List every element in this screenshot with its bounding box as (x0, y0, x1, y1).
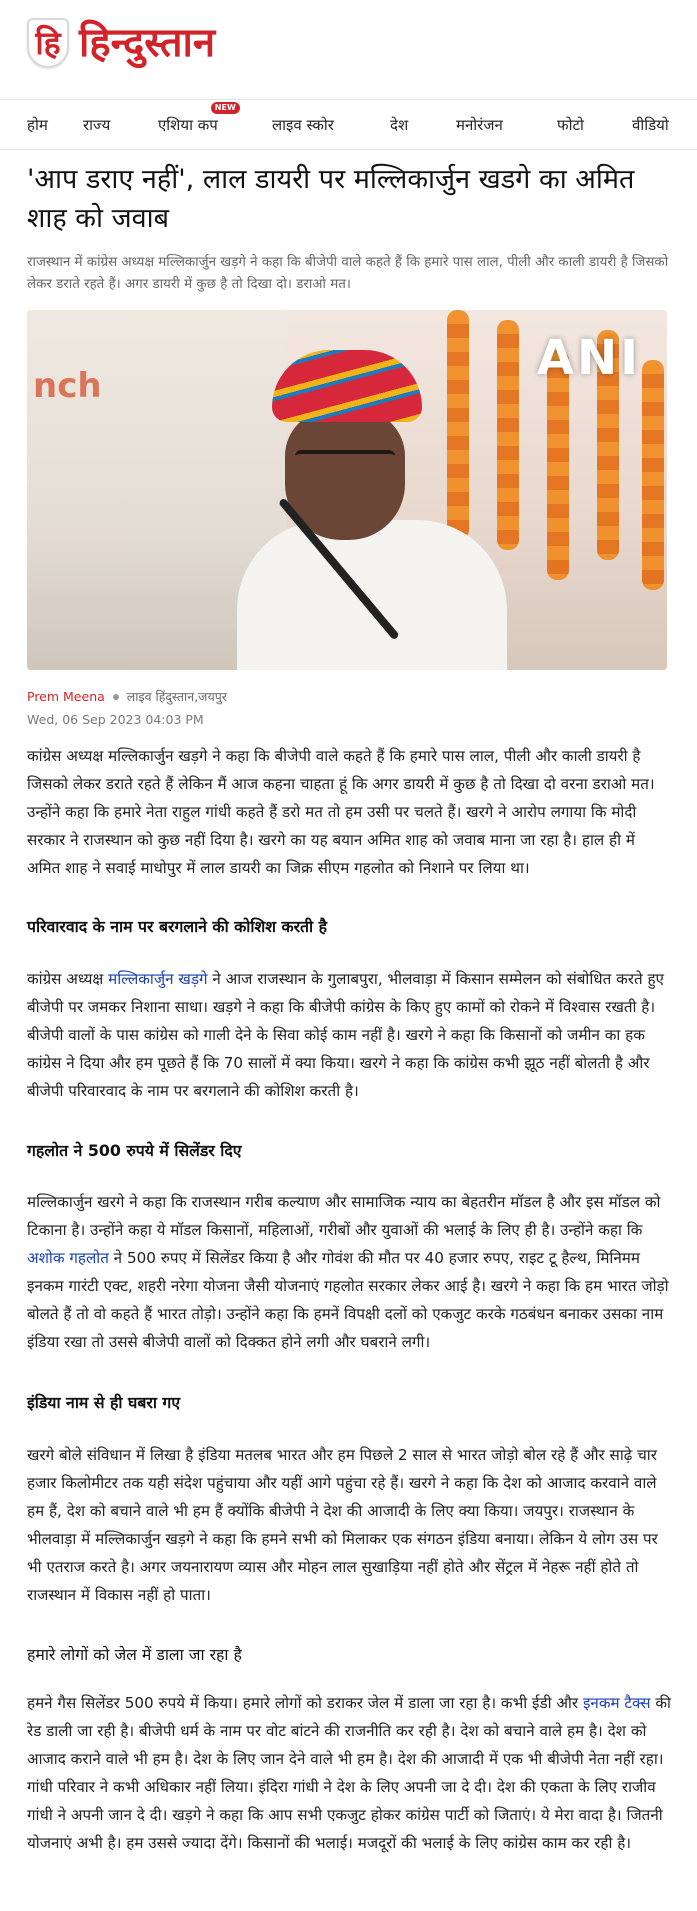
main-nav (0, 100, 697, 150)
logo-emblem-icon (27, 18, 69, 68)
nav-item-states[interactable]: राज्य (83, 116, 111, 134)
ani-watermark: ANI (536, 330, 641, 386)
garland-decoration (642, 360, 664, 590)
article-date: Wed, 06 Sep 2023 04:03 PM (27, 712, 204, 727)
article-paragraph (27, 1188, 672, 1356)
nav-item-home[interactable]: होम (27, 116, 48, 134)
paragraph-text: ने आज राजस्थान के गुलाबपुरा, भीलवाड़ा में किसान सम्मेलन को संबोधित करते हुए बीजेपी पर जमकर निशाना साधा। खड़गे ने कहा कि बीजेपी कांग्रेस के किए हुए कामों को रोकने में विश्वास रखती है। बीजेपी वालों के पास कांग्रेस को गाली देने के सिवा कोई काम नहीं है। खरगे ने कहा कि किसानों को जमीन का हक कांग्रेस ने दिया और हम पूछते हैं कि 70 सालों में क्या किया। खरगे ने कहा कि कांग्रेस कभी झूठ नहीं बोलती है और बीजेपी परिवारवाद के नाम पर बरगलाने की कोशिश करती है। (27, 970, 664, 1100)
hero-stage-banner-text: nch (33, 366, 102, 406)
article-subheading: परिवारवाद के नाम पर बरगलाने की कोशिश करती है (27, 917, 328, 936)
ashok-gehlot-link[interactable]: अशोक गहलोत (27, 1249, 109, 1267)
nav-item-live-score[interactable]: लाइव स्कोर (272, 116, 334, 134)
speaker-turban (272, 350, 422, 422)
article-byline (27, 688, 227, 705)
logo-glyph: हि (35, 24, 61, 62)
nav-item-asia-cup-label: एशिया कप (158, 116, 218, 134)
site-header (0, 0, 697, 100)
nav-item-country[interactable]: देश (390, 116, 409, 134)
article-source: लाइव हिंदुस्तान,जयपुर (126, 689, 227, 704)
article-subheading: इंडिया नाम से ही घबरा गए (27, 1393, 181, 1412)
site-logo[interactable] (27, 18, 215, 68)
article-paragraph (27, 965, 672, 1105)
paragraph-text: ने 500 रुपए में सिलेंडर किया है और गोवंश की मौत पर 40 हजार रुपए, राइट टू हैल्थ, मिनिमम इनकम गारंटी एक्ट, शहरी नरेगा योजना जैसी योजनाएं गहलोत सरकार लेकर आई है। खरगे ने कहा कि हम भारत जोड़ो बोलते हैं तो वो कहते हैं भारत तोड़ो। उन्होंने कहा कि हमनें विपक्षी दलों को एकजुट करके गठबंधन बनाकर उसका नाम इंडिया रखा तो उससे बीजेपी वालों को दिक्कत होने लगी और घबराने लगी। (27, 1249, 669, 1351)
article-paragraph (27, 1689, 672, 1857)
article-subheading: हमारे लोगों को जेल में डाला जा रहा है (27, 1645, 242, 1664)
site-name: हिन्दुस्तान (79, 20, 216, 66)
speaker-glasses (295, 450, 395, 470)
nav-item-photo[interactable]: फोटो (557, 116, 584, 134)
nav-item-entertainment[interactable]: मनोरंजन (456, 116, 503, 134)
garland-decoration (497, 320, 519, 550)
mallikarjun-kharge-link[interactable]: मल्लिकार्जुन खड़गे (108, 970, 208, 988)
article-headline: 'आप डराए नहीं', लाल डायरी पर मल्लिकार्जुन खडगे का अमित शाह को जवाब (27, 164, 635, 234)
article-subheading: गहलोत ने 500 रुपये में सिलेंडर दिए (27, 1141, 242, 1160)
article-hero-image[interactable] (27, 310, 667, 670)
paragraph-text: हमने गैस सिलेंडर 500 रुपये में किया। हमारे लोगों को डराकर जेल में डाला जा रहा है। कभी ईडी और (27, 1694, 583, 1712)
nav-item-asia-cup[interactable] (158, 103, 236, 135)
article-paragraph: खरगे बोले संविधान में लिखा है इंडिया मतलब भारत और हम पिछले 2 साल से भारत जोड़ो बोल रहे हैं और साढ़े चार हजार किलोमीटर तक यही संदेश पहुंचाया और यहीं आगे पहुंचा रहे हैं। खरगे ने कहा कि देश को आजाद करवाने वाले हम हैं, देश को बचाने वाले भी हम हैं क्योंकि बीजेपी ने देश की आजादी के लिए क्या किया। जयपुर। राजस्थान के भीलवाड़ा में मल्लिकार्जुन खड़गे ने कहा कि हमने सभी को मिलाकर एक संगठन इंडिया बनाया। लेकिन ये लोग उस पर भी एतराज करते है। अगर जयनारायण व्यास और मोहन लाल सुखाड़िया नहीं होते और सेंट्रल में नेहरू नहीं होते तो राजस्थान में विकास नहीं हो पाता। (27, 1446, 658, 1604)
nav-item-video[interactable]: वीडियो (632, 116, 669, 134)
article-paragraph: कांग्रेस अध्यक्ष मल्लिकार्जुन खड़गे ने कहा कि बीजेपी वाले कहते हैं कि हमारे पास लाल, पीली और काली डायरी है जिसको लेकर डराते रहते हैं लेकिन मैं आज कहना चाहता हूं कि अगर डायरी में कुछ है तो दिखा दो वरना डराओ मत। उन्होंने कहा कि हमारे नेता राहुल गांधी कहते हैं डरो मत तो हम उसी पर चलते हैं। खरगे ने आरोप लगाया कि मोदी सरकार ने राजस्थान को कुछ नहीं दिया है। खरगे का यह बयान अमित शाह को जवाब माना जा रहा है। हाल ही में अमित शाह ने सवाई माधोपुर में लाल डायरी का जिक्र सीएम गहलोत को निशाने पर लिया था। (27, 747, 655, 877)
new-badge: NEW (211, 102, 240, 114)
separator-dot-icon (113, 694, 119, 700)
article-summary: राजस्थान में कांग्रेस अध्यक्ष मल्लिकार्जुन खड़गे ने कहा कि बीजेपी वाले कहते हैं कि हमारे पास लाल, पीली और काली डायरी है जिसको लेकर डराते रहते हैं। अगर डायरी में कुछ है तो दिखा दो। डराओ मत। (27, 255, 669, 292)
author-link[interactable]: Prem Meena (27, 689, 105, 704)
speaker-shirt (237, 520, 507, 670)
paragraph-text: की रेड डाली जा रही है। बीजेपी धर्म के नाम पर वोट बांटने की राजनीति कर रही है। देश को बचाने वाले हम है। देश को आजाद कराने वाले भी हम है। देश के लिए जान देने वाले भी हम है। देश की आजादी में एक भी बीजेपी नेता नहीं रहा। गांधी परिवार ने कभी अधिकार नहीं लिया। इंदिरा गांधी ने देश के लिए अपनी जा दे दी। देश की एकता के लिए राजीव गांधी ने अपनी जान दे दी। खड़गे ने कहा कि आप सभी एकजुट होकर कांग्रेस पार्टी को जिताएं। ये मेरा वादा है। जितनी योजनाएं अभी है। हम उससे ज्यादा देंगे। किसानों की भलाई। मजदूरों की भलाई के लिए कांग्रेस काम कर रही है। (27, 1694, 671, 1852)
paragraph-text: मल्लिकार्जुन खरगे ने कहा कि राजस्थान गरीब कल्याण और सामाजिक न्याय का बेहतरीन मॉडल है और इस मॉडल को टिकाना है। उन्होंने कहा ये मॉडल किसानों, महिलाओं, गरीबों और युवाओं की भलाई के लिए ही है। उन्होंने कहा कि (27, 1193, 661, 1239)
paragraph-text: कांग्रेस अध्यक्ष (27, 970, 109, 988)
income-tax-link[interactable]: इनकम टैक्स (582, 1694, 651, 1712)
